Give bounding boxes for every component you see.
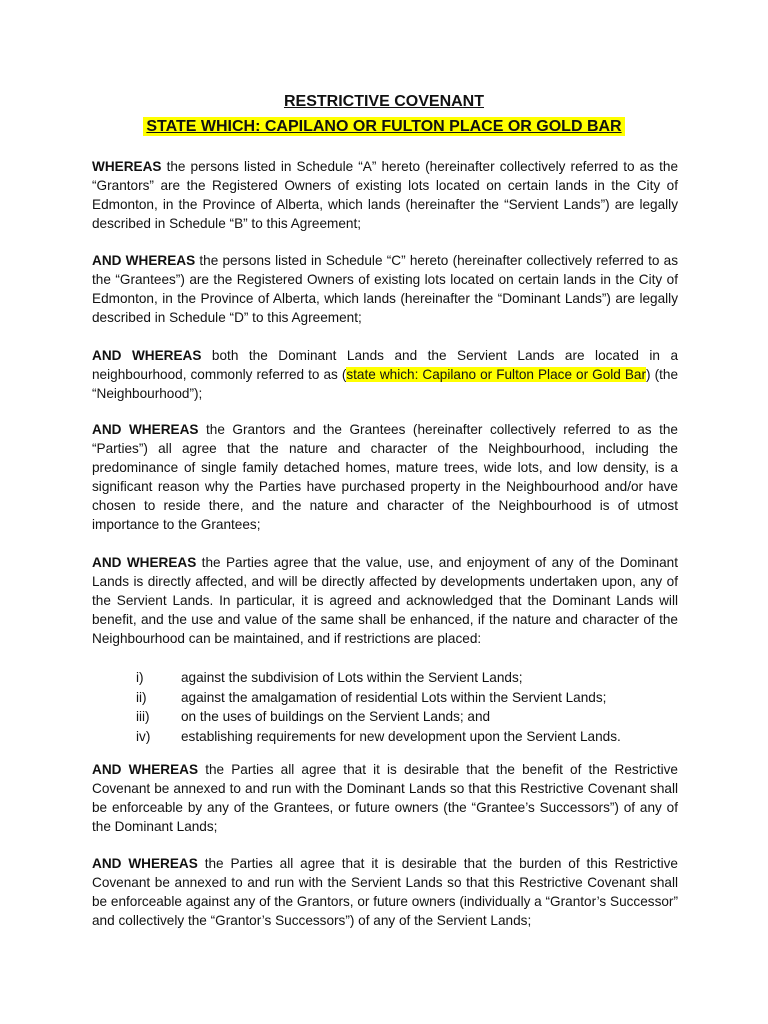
recital-6 — [92, 760, 678, 836]
recital-5 — [92, 553, 678, 648]
recital-lead: AND WHEREAS — [92, 762, 199, 777]
list-item — [136, 688, 676, 708]
recital-lead: AND WHEREAS — [92, 253, 196, 268]
list-number: iv) — [136, 728, 151, 744]
recital-text: the persons listed in Schedule “A” hereto (hereinafter collectively referred to as the “Grantors” are the Registered Owners of existing lots located on certain lands in the City of Edmonton, in the Province of Alberta, which lands (hereinafter the “Servient Lands”) are legally described in Schedule “B” to this Agreement; — [92, 159, 678, 231]
recital-text-end: ) (the “Neighbourhood”); — [92, 367, 679, 401]
recital-text: the Parties all agree that it is desirable that the burden of this Restrictive Covenant be annexed to and run with the Servient Lands so that this Restrictive Covenant shall be enforceable against any of the Grantors, or future owners (individually a “Grantor’s Successor” and collectively the “Grantor’s Successors”) of any of the Servient Lands; — [92, 856, 678, 928]
recital-4 — [92, 420, 678, 534]
list-number: ii) — [136, 689, 147, 705]
list-text: establishing requirements for new development upon the Servient Lands. — [181, 728, 621, 744]
list-number: iii) — [136, 709, 150, 724]
restrictions-list — [136, 668, 676, 746]
recital-text: the Parties all agree that it is desirable that the benefit of the Restrictive Covenant be annexed to and run with the Dominant Lands so that this Restrictive Covenant shall be enforceable by any of the Grantees, or future owners (the “Grantee’s Successors”) of any of the Dominant Lands; — [92, 762, 678, 834]
list-text: on the uses of buildings on the Servient Lands; and — [181, 709, 491, 724]
list-number: i) — [136, 670, 144, 685]
recital-lead: AND WHEREAS — [92, 856, 198, 871]
recital-lead: WHEREAS — [92, 159, 162, 174]
recital-text: both the Dominant Lands and the Servient Lands are located in a neighbourhood, commonly referred to as ( — [92, 348, 679, 382]
list-item — [136, 668, 676, 688]
list-text: against the amalgamation of residential Lots within the Servient Lands; — [181, 689, 607, 705]
recital-text: the Grantors and the Grantees (hereinafter collectively referred to as the “Parties”) all agree that the nature and character of the Neighbourhood, including the predominance of single family detached homes, mature trees, wide lots, and low density, is a significant reason why the Parties have purchased property in the Neighbourhood and/or have chosen to reside there, and the nature and character of the Neighbourhood is of utmost importance to the Grantees; — [92, 422, 678, 532]
recital-lead: AND WHEREAS — [92, 422, 199, 437]
list-item — [136, 727, 676, 747]
recital-text: the Parties agree that the value, use, and enjoyment of any of the Dominant Lands is directly affected, and will be directly affected by developments undertaken upon, any of the Servient Lands. In particular, it is agreed and acknowledged that the Dominant Lands will benefit, and the use and value of the same shall be enhanced, if the nature and character of the Neighbourhood can be maintained, and if restrictions are placed: — [92, 555, 679, 646]
recital-text: the persons listed in Schedule “C” hereto (hereinafter collectively referred to as the “Grantees”) are the Registered Owners of existing lots located on certain lands in the City of Edmonton, in the Province of Alberta, which lands (hereinafter the “Dominant Lands”) are legally described in Schedule “D” to this Agreement; — [92, 253, 678, 325]
recital-2 — [92, 251, 678, 327]
recital-lead: AND WHEREAS — [92, 348, 202, 363]
recital-7 — [92, 854, 678, 930]
subtitle-highlight: STATE WHICH: CAPILANO OR FULTON PLACE OR GOLD BAR — [143, 117, 624, 136]
document-subtitle — [0, 116, 768, 138]
recital-lead: AND WHEREAS — [92, 555, 197, 570]
list-text: against the subdivision of Lots within the Servient Lands; — [181, 670, 523, 685]
document-title: RESTRICTIVE COVENANT — [283, 93, 484, 110]
recital-1 — [92, 157, 678, 233]
neighbourhood-highlight: state which: Capilano or Fulton Place or Gold Bar — [346, 367, 647, 382]
list-item — [136, 707, 676, 727]
recital-3 — [92, 346, 678, 403]
